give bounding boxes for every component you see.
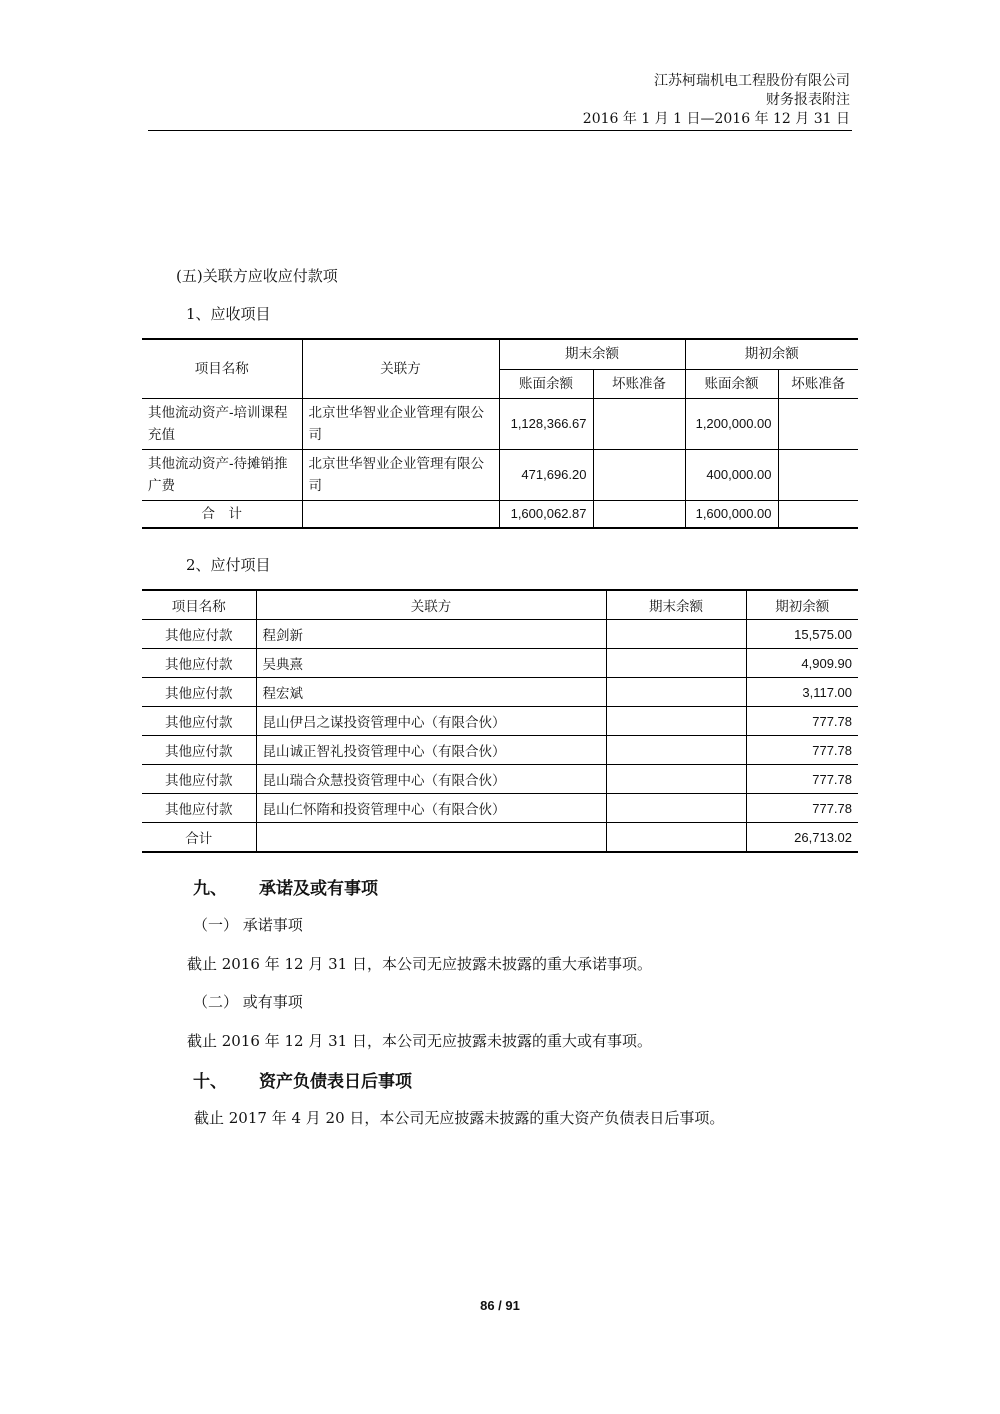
col-header-end-bad: 坏账准备 (593, 369, 685, 399)
col-header-end-book: 账面余额 (499, 369, 593, 399)
cell-end-bad (593, 450, 685, 501)
cell-item: 其他应付款 (142, 794, 256, 823)
header-period: 2016 年 1 月 1 日—2016 年 12 月 31 日 (582, 111, 850, 127)
cell-end (606, 707, 746, 736)
cell-begin-book: 400,000.00 (685, 450, 778, 501)
cell-begin: 777.78 (746, 736, 858, 765)
cell-begin-bad (778, 450, 858, 501)
table-row (142, 450, 858, 501)
table-header-row (142, 590, 858, 620)
cell-end (606, 765, 746, 794)
cell-party: 程宏斌 (256, 678, 606, 707)
cell-total-party (256, 823, 606, 853)
table-total-row (142, 823, 858, 853)
receivables-table (142, 338, 858, 529)
cell-begin: 777.78 (746, 765, 858, 794)
cell-total-begin-book: 1,600,000.00 (685, 501, 778, 529)
cell-end (606, 678, 746, 707)
col-header-party: 关联方 (256, 590, 606, 620)
col-header-begin-book: 账面余额 (685, 369, 778, 399)
cell-end (606, 649, 746, 678)
cell-end (606, 736, 746, 765)
cell-total-label: 合 计 (142, 501, 302, 529)
section-9-title: 承诺及或有事项 (259, 879, 378, 899)
cell-item: 其他应付款 (142, 678, 256, 707)
payables-table (142, 589, 858, 853)
header-rule (148, 130, 852, 131)
cell-end (606, 794, 746, 823)
cell-begin-book: 1,200,000.00 (685, 399, 778, 450)
col-header-begin-balance: 期初余额 (746, 590, 858, 620)
commitments-text: 截止 2016 年 12 月 31 日，本公司无应披露未披露的重大承诺事项。 (187, 955, 652, 973)
col-header-end-balance: 期末余额 (606, 590, 746, 620)
cell-total-begin: 26,713.02 (746, 823, 858, 853)
header-company: 江苏柯瑞机电工程股份有限公司 (654, 73, 850, 89)
cell-item: 其他应付款 (142, 620, 256, 649)
table-row (142, 736, 858, 765)
cell-party: 昆山仁怀隋和投资管理中心（有限合伙） (256, 794, 606, 823)
table-row (142, 649, 858, 678)
cell-begin: 15,575.00 (746, 620, 858, 649)
cell-party: 北京世华智业企业管理有限公司 (302, 450, 499, 501)
cell-party: 昆山伊吕之谋投资管理中心（有限合伙） (256, 707, 606, 736)
cell-party: 昆山瑞合众慧投资管理中心（有限合伙） (256, 765, 606, 794)
cell-party: 昆山诚正智礼投资管理中心（有限合伙） (256, 736, 606, 765)
col-header-begin-balance: 期初余额 (685, 339, 858, 369)
col-header-party: 关联方 (302, 339, 499, 399)
cell-begin: 3,117.00 (746, 678, 858, 707)
cell-end-book: 471,696.20 (499, 450, 593, 501)
receivables-heading: 1、应收项目 (186, 305, 271, 323)
cell-item: 其他应付款 (142, 649, 256, 678)
cell-total-end-bad (593, 501, 685, 529)
table-row (142, 678, 858, 707)
cell-total-begin-bad (778, 501, 858, 529)
payables-heading: 2、应付项目 (186, 556, 271, 574)
cell-total-end-book: 1,600,062.87 (499, 501, 593, 529)
cell-begin: 777.78 (746, 707, 858, 736)
contingencies-text: 截止 2016 年 12 月 31 日，本公司无应披露未披露的重大或有事项。 (187, 1032, 652, 1050)
cell-item: 其他应付款 (142, 707, 256, 736)
cell-total-label: 合计 (142, 823, 256, 853)
cell-end (606, 620, 746, 649)
table-row (142, 620, 858, 649)
cell-total-end (606, 823, 746, 853)
section-10-title: 资产负债表日后事项 (259, 1072, 412, 1092)
col-header-end-balance: 期末余额 (499, 339, 685, 369)
cell-end-bad (593, 399, 685, 450)
cell-party: 北京世华智业企业管理有限公司 (302, 399, 499, 450)
table-row (142, 707, 858, 736)
header-doc-title: 财务报表附注 (766, 92, 850, 108)
cell-end-book: 1,128,366.67 (499, 399, 593, 450)
cell-item: 其他应付款 (142, 736, 256, 765)
cell-party: 程剑新 (256, 620, 606, 649)
cell-begin-bad (778, 399, 858, 450)
table-row (142, 794, 858, 823)
cell-total-party (302, 501, 499, 529)
contingencies-heading: （二） 或有事项 (193, 993, 303, 1011)
col-header-item: 项目名称 (142, 339, 302, 399)
section-9-number: 九、 (193, 879, 227, 899)
cell-item: 其他流动资产-培训课程充值 (142, 399, 302, 450)
table-row (142, 399, 858, 450)
section-5-title: (五)关联方应收应付款项 (176, 267, 338, 285)
table-total-row (142, 501, 858, 529)
cell-begin: 777.78 (746, 794, 858, 823)
col-header-item: 项目名称 (142, 590, 256, 620)
cell-item: 其他流动资产-待摊销推广费 (142, 450, 302, 501)
commitments-heading: （一） 承诺事项 (193, 916, 303, 934)
col-header-begin-bad: 坏账准备 (778, 369, 858, 399)
page-number: 86 / 91 (480, 1298, 520, 1313)
table-header-row (142, 339, 858, 369)
post-balance-sheet-text: 截止 2017 年 4 月 20 日，本公司无应披露未披露的重大资产负债表日后事项。 (194, 1109, 725, 1127)
section-10-number: 十、 (193, 1072, 227, 1092)
cell-party: 吴典熹 (256, 649, 606, 678)
cell-item: 其他应付款 (142, 765, 256, 794)
table-row (142, 765, 858, 794)
cell-begin: 4,909.90 (746, 649, 858, 678)
